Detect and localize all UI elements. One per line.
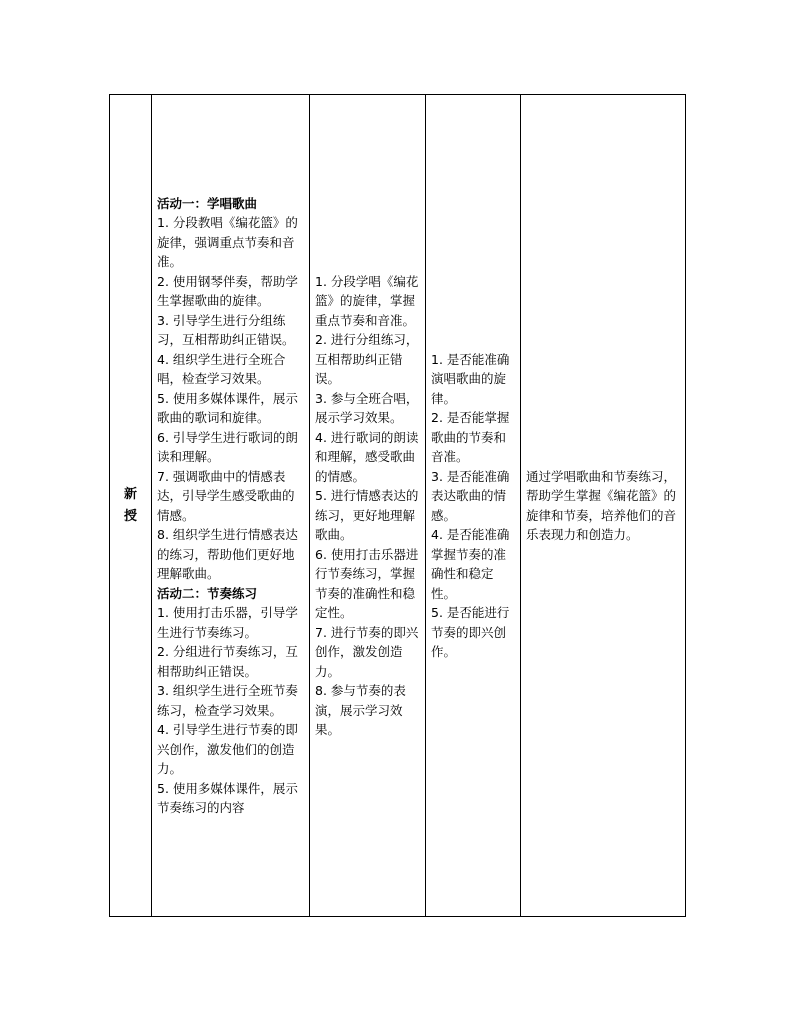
list-item: 2. 是否能掌握歌曲的节奏和音准。: [431, 410, 510, 464]
student-activity-list: [310, 272, 425, 740]
list-item: 1. 是否能准确演唱歌曲的旋律。: [431, 351, 510, 406]
list-item: 3. 是否能准确表达歌曲的情感。: [431, 468, 510, 523]
list-item: 3. 引导学生进行分组练习，互相帮助纠正错误。: [157, 312, 295, 347]
phase-label-char: 授: [123, 508, 137, 524]
phase-cell: [110, 95, 152, 917]
list-item: 2. 分组进行节奏练习，互相帮助纠正错误。: [157, 644, 298, 679]
list-item: 6. 使用打击乐器进行节奏练习，掌握节奏的准确性和稳定性。: [315, 546, 419, 620]
list-item: 4. 是否能准确掌握节奏的准确性和稳定性。: [431, 527, 510, 601]
list-item: 7. 进行节奏的即兴创作，激发创造力。: [315, 624, 419, 679]
teacher-activity-list: [152, 194, 309, 818]
list-item: 3. 组织学生进行全班节奏练习，检查学习效果。: [157, 683, 298, 718]
list-item: 2. 进行分组练习，互相帮助纠正错误。: [315, 332, 419, 386]
list-item: 4. 引导学生进行节奏的即兴创作，激发他们的创造力。: [157, 722, 298, 776]
phase-label-char: 新: [123, 486, 137, 502]
lesson-plan-table: [109, 94, 686, 917]
list-item: 7. 强调歌曲中的情感表达，引导学生感受歌曲的情感。: [157, 468, 295, 523]
list-item: 5. 使用多媒体课件，展示歌曲的歌词和旋律。: [157, 390, 298, 425]
list-item: 4. 进行歌词的朗读和理解，感受歌曲的情感。: [315, 429, 419, 484]
list-item: 5. 是否能进行节奏的即兴创作。: [431, 605, 510, 659]
list-item: 4. 组织学生进行全班合唱，检查学习效果。: [157, 351, 286, 386]
list-item: 1. 分段学唱《编花篮》的旋律，掌握重点节奏和音准。: [315, 273, 419, 328]
list-item: 2. 使用钢琴伴奏，帮助学生掌握歌曲的旋律。: [157, 273, 298, 308]
activity-heading: 活动一：学唱歌曲: [157, 195, 258, 211]
list-item: 1. 使用打击乐器，引导学生进行节奏练习。: [157, 605, 298, 640]
list-item: 1. 分段教唱《编花篮》的旋律，强调重点节奏和音准。: [157, 215, 298, 269]
list-item: 8. 参与节奏的表演，展示学习效果。: [315, 683, 406, 737]
evaluation-list: [426, 350, 520, 662]
design-intent-cell: [521, 95, 686, 917]
table-row: [110, 95, 686, 917]
evaluation-cell: [426, 95, 521, 917]
student-activity-cell: [310, 95, 426, 917]
list-item: 5. 进行情感表达的练习，更好地理解歌曲。: [315, 488, 419, 542]
activity-heading: 活动二：节奏练习: [157, 585, 258, 601]
list-item: 6. 引导学生进行歌词的朗读和理解。: [157, 429, 298, 464]
teacher-activity-cell: [152, 95, 310, 917]
list-item: 3. 参与全班合唱，展示学习效果。: [315, 390, 419, 425]
list-item: 8. 组织学生进行情感表达的练习，帮助他们更好地理解歌曲。: [157, 527, 298, 581]
design-intent-text: 通过学唱歌曲和节奏练习，帮助学生掌握《编花篮》的旋律和节奏，培养他们的音乐表现力和创造力。: [526, 468, 677, 542]
list-item: 5. 使用多媒体课件，展示节奏练习的内容: [157, 780, 298, 815]
